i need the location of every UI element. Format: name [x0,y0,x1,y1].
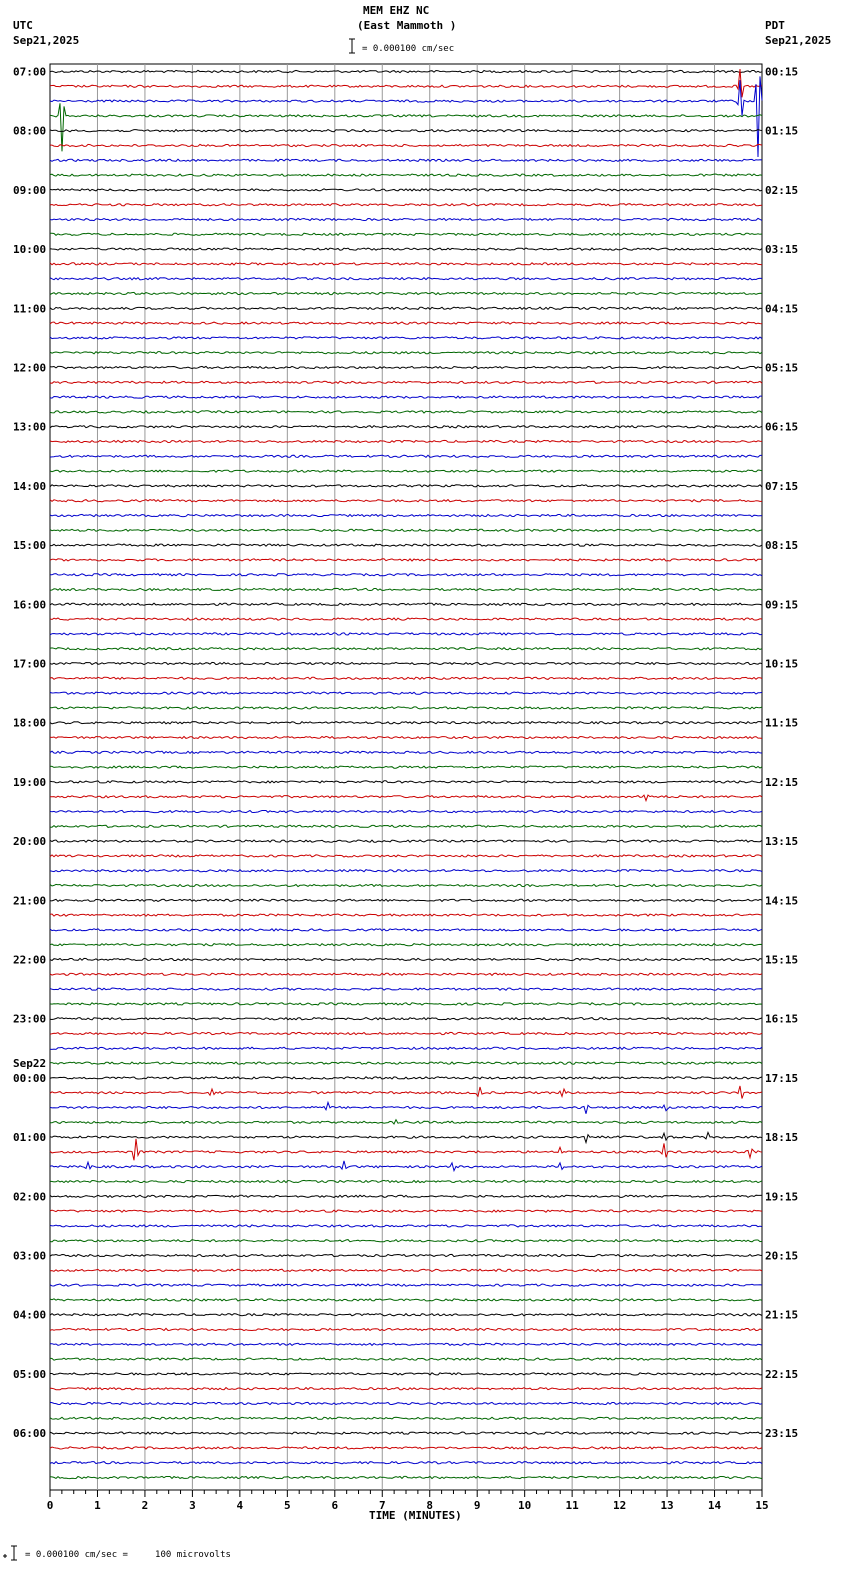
utc-label: UTC [13,19,33,32]
trace-line [50,1284,762,1286]
trace-line [50,352,762,354]
trace-line [50,840,762,842]
utc-date: Sep21,2025 [13,34,80,47]
x-tick-label: 11 [565,1499,579,1512]
x-tick-label: 10 [518,1499,532,1512]
scale-label: = 0.000100 cm/sec [362,44,455,54]
pdt-hour-label: 03:15 [765,243,799,257]
trace-line [50,337,762,339]
trace-line [50,233,762,235]
trace-line [50,263,762,265]
pdt-hour-label: 19:15 [765,1190,799,1204]
pdt-hour-label: 11:15 [765,716,799,730]
trace-line [50,603,762,605]
trace-line [50,130,762,132]
trace-line [50,1062,762,1064]
utc-hour-label: 16:00 [13,598,47,612]
trace-line [50,1161,762,1171]
trace-line [50,322,762,324]
trace-line [50,292,762,294]
pdt-hour-label: 18:15 [765,1131,799,1145]
utc-hour-label: 09:00 [13,183,47,197]
trace-line [50,1432,762,1434]
trace-line [50,1388,762,1390]
trace-line [50,1210,762,1212]
utc-hour-label: 05:00 [13,1367,47,1381]
trace-line [50,751,762,753]
pdt-hour-label: 23:15 [765,1427,799,1441]
trace-line [50,411,762,413]
trace-line [50,529,762,531]
trace-line [50,396,762,398]
trace-line [50,914,762,916]
trace-line [50,988,762,990]
x-tick-label: 7 [378,1499,386,1512]
utc-hour-label: 12:00 [13,361,47,375]
x-tick-label: 8 [426,1499,434,1512]
x-tick-label: 1 [94,1499,101,1512]
trace-line [50,1032,762,1034]
trace-line [50,69,762,97]
pdt-label: PDT [765,19,785,32]
trace-line [50,159,762,161]
pdt-hour-label: 04:15 [765,302,799,316]
x-axis-title: TIME (MINUTES) [369,1509,462,1522]
trace-line [50,1269,762,1271]
trace-line [50,426,762,428]
trace-line [50,381,762,383]
pdt-hour-label: 00:15 [765,65,799,79]
utc-hour-label: 11:00 [13,302,47,316]
utc-hour-label: 19:00 [13,775,47,789]
trace-line [50,588,762,590]
utc-hour-label: 15:00 [13,539,47,553]
trace-line [50,692,762,694]
trace-line [50,1417,762,1419]
trace-line [50,218,762,220]
utc-hour-label: 23:00 [13,1012,47,1026]
trace-line [50,870,762,872]
trace-line [50,1120,762,1124]
location-title: (East Mammoth ) [357,19,457,32]
trace-line [50,1254,762,1256]
trace-line [50,1240,762,1242]
trace-line [50,144,762,146]
utc-hour-label: 18:00 [13,716,47,730]
pdt-hour-label: 08:15 [765,539,799,553]
x-tick-label: 3 [189,1499,196,1512]
trace-line [50,1476,762,1478]
footer-scale-bar-icon [11,1546,17,1560]
trace-line [50,500,762,502]
pdt-hour-label: 09:15 [765,598,799,612]
trace-line [50,470,762,472]
utc-hour-label: 13:00 [13,420,47,434]
pdt-hour-label: 21:15 [765,1308,799,1322]
pdt-hour-label: 10:15 [765,657,799,671]
trace-line [50,1139,762,1161]
trace-line [50,1225,762,1227]
utc-hour-label: 17:00 [13,657,47,671]
pdt-hour-label: 22:15 [765,1367,799,1381]
trace-line [50,884,762,886]
trace-line [50,307,762,309]
trace-line [50,736,762,738]
trace-line [50,810,762,812]
trace-line [50,1358,762,1360]
pdt-hour-label: 20:15 [765,1249,799,1263]
trace-line [50,1314,762,1316]
trace-line [50,544,762,546]
trace-line [50,707,762,709]
trace-line [50,1018,762,1020]
pdt-hour-label: 16:15 [765,1012,799,1026]
trace-line [50,1132,762,1142]
trace-line [50,1180,762,1182]
trace-line [50,958,762,960]
x-tick-label: 2 [141,1499,149,1512]
trace-line [50,103,762,151]
trace-line [50,559,762,561]
utc-hour-label: 22:00 [13,953,47,967]
x-tick-label: 5 [284,1499,291,1512]
trace-line [50,174,762,176]
trace-line [50,1462,762,1464]
trace-line [50,929,762,931]
x-tick-label: 9 [473,1499,481,1512]
x-tick-label: 0 [46,1499,54,1512]
trace-line [50,1373,762,1375]
trace-line [50,366,762,368]
trace-line [50,455,762,457]
utc-hour-label: 20:00 [13,835,47,849]
trace-line [50,248,762,250]
trace-line [50,662,762,664]
station-title: MEM EHZ NC [363,4,430,17]
trace-line [50,973,762,975]
trace-line [50,70,762,72]
trace-line [50,1102,762,1113]
utc-hour-label: 21:00 [13,894,47,908]
pdt-date: Sep21,2025 [765,34,832,47]
trace-line [50,189,762,191]
trace-line [50,855,762,857]
x-tick-label: 13 [660,1499,674,1512]
trace-line [50,440,762,442]
trace-line [50,1003,762,1005]
utc-hour-label: 01:00 [13,1131,47,1145]
trace-line [50,781,762,783]
x-tick-label: 4 [236,1499,244,1512]
trace-line [50,766,762,768]
x-tick-label: 14 [707,1499,722,1512]
trace-line [50,204,762,206]
utc-hour-label: 00:00 [13,1071,47,1085]
trace-line [50,1343,762,1345]
utc-hour-label: 07:00 [13,65,47,79]
x-tick-label: 6 [331,1499,339,1512]
pdt-hour-label: 01:15 [765,124,799,138]
trace-line [50,485,762,487]
trace-line [50,1299,762,1301]
footer-marker-icon [3,1554,7,1558]
pdt-hour-label: 14:15 [765,894,799,908]
trace-line [50,1047,762,1049]
trace-line [50,1447,762,1449]
trace-line [50,648,762,650]
trace-line [50,633,762,635]
pdt-hour-label: 02:15 [765,183,799,197]
utc-hour-label: 02:00 [13,1190,47,1204]
x-tick-label: 15 [755,1499,769,1512]
trace-line [50,825,762,827]
utc-hour-label: 10:00 [13,243,47,257]
footer-scale-note: = 0.000100 cm/sec = 100 microvolts [25,1550,231,1560]
scale-bar-icon [349,39,355,53]
pdt-hour-label: 12:15 [765,775,799,789]
trace-line [50,278,762,280]
utc-hour-label: 03:00 [13,1249,47,1263]
pdt-hour-label: 15:15 [765,953,799,967]
trace-line [50,722,762,724]
utc-hour-label: 06:00 [13,1427,47,1441]
x-tick-label: 12 [612,1499,627,1512]
pdt-hour-label: 05:15 [765,361,799,375]
trace-line [50,1402,762,1404]
trace-line [50,1195,762,1197]
trace-line [50,1086,762,1099]
trace-line [50,574,762,576]
trace-line [50,1077,762,1079]
pdt-hour-label: 06:15 [765,420,799,434]
trace-line [50,795,762,801]
trace-line [50,1328,762,1330]
trace-line [50,677,762,679]
pdt-hour-label: 07:15 [765,479,799,493]
utc-hour-label: 08:00 [13,124,47,138]
pdt-hour-label: 17:15 [765,1071,799,1085]
date-change-label: Sep22 [13,1056,47,1070]
trace-line [50,944,762,946]
utc-hour-label: 04:00 [13,1308,47,1322]
trace-line [50,514,762,516]
utc-hour-label: 14:00 [13,479,47,493]
trace-line [50,618,762,620]
pdt-hour-label: 13:15 [765,835,799,849]
trace-line [50,899,762,901]
